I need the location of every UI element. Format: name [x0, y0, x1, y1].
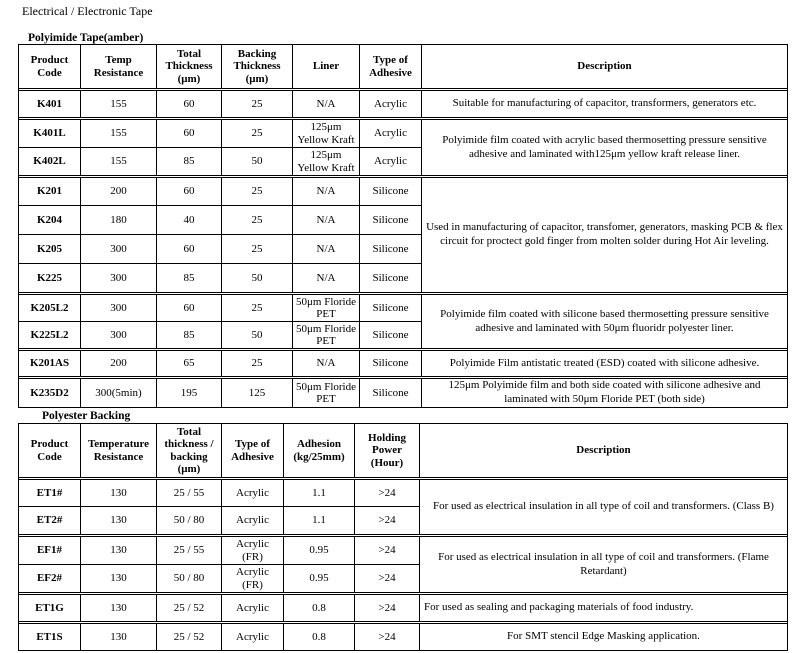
adhesive-type: Silicone	[360, 178, 422, 206]
total-thickness: 40	[157, 206, 222, 235]
liner: 50μm Floride PET	[293, 322, 360, 349]
header-total-thickness: Total thickness / backing (μm)	[157, 424, 222, 478]
table-row	[19, 351, 788, 377]
header-temp-resistance: Temp Resistance	[81, 45, 157, 89]
adhesive-type: Silicone	[360, 206, 422, 235]
page-title: Electrical / Electronic Tape	[22, 4, 153, 18]
table-row	[19, 537, 788, 565]
temp-resistance: 300(5min)	[81, 379, 157, 408]
backing-thickness: 25	[222, 235, 293, 264]
polyester-table	[18, 423, 788, 651]
header-adhesive-type: Type of Adhesive	[222, 424, 284, 478]
header-adhesion: Adhesion (kg/25mm)	[284, 424, 355, 478]
liner: N/A	[293, 178, 360, 206]
temp-resistance: 180	[81, 206, 157, 235]
holding-power: >24	[355, 624, 420, 651]
temperature-resistance: 130	[81, 565, 157, 593]
temp-resistance: 300	[81, 264, 157, 293]
temperature-resistance: 130	[81, 507, 157, 535]
polyimide-header-row	[19, 45, 788, 89]
product-code: K402L	[19, 148, 81, 176]
temperature-resistance: 130	[81, 595, 157, 622]
polyester-header-row	[19, 424, 788, 478]
product-code: K235D2	[19, 379, 81, 408]
total-thickness: 60	[157, 120, 222, 148]
temperature-resistance: 130	[81, 537, 157, 565]
adhesion: 1.1	[284, 480, 355, 507]
table-row	[19, 91, 788, 118]
adhesion: 0.8	[284, 595, 355, 622]
product-code: K205L2	[19, 295, 81, 322]
temp-resistance: 155	[81, 120, 157, 148]
temp-resistance: 200	[81, 178, 157, 206]
backing-thickness: 25	[222, 295, 293, 322]
description: For SMT stencil Edge Masking application.	[420, 624, 788, 651]
product-code: K201	[19, 178, 81, 206]
adhesion: 0.8	[284, 624, 355, 651]
description: Suitable for manufacturing of capacitor, transformers, generators etc.	[422, 91, 788, 118]
adhesive-type: Acrylic	[222, 507, 284, 535]
backing-thickness: 25	[222, 178, 293, 206]
backing-thickness: 25	[222, 91, 293, 118]
product-code: K225	[19, 264, 81, 293]
adhesion: 0.95	[284, 565, 355, 593]
description: Polyimide film coated with silicone based thermosetting pressure sensitive adhesive and laminated with 50μm fluoridr polyester liner.	[422, 295, 788, 349]
product-code: ET2#	[19, 507, 81, 535]
header-temperature-resistance: Temperature Resistance	[81, 424, 157, 478]
liner: 50μm Floride PET	[293, 295, 360, 322]
adhesive-type: Acrylic	[360, 148, 422, 176]
header-product-code: Product Code	[19, 45, 81, 89]
holding-power: >24	[355, 480, 420, 507]
liner: N/A	[293, 351, 360, 377]
polyimide-section-title: Polyimide Tape(amber)	[28, 32, 144, 44]
total-thickness: 65	[157, 351, 222, 377]
holding-power: >24	[355, 595, 420, 622]
liner: N/A	[293, 264, 360, 293]
backing-thickness: 50	[222, 264, 293, 293]
table-row	[19, 624, 788, 651]
total-thickness: 60	[157, 91, 222, 118]
total-thickness: 85	[157, 322, 222, 349]
total-thickness: 25 / 55	[157, 480, 222, 507]
holding-power: >24	[355, 507, 420, 535]
adhesive-type: Acrylic (FR)	[222, 537, 284, 565]
header-product-code: Product Code	[19, 424, 81, 478]
description: For used as electrical insulation in all type of coil and transformers. (Class B)	[420, 480, 788, 535]
total-thickness: 85	[157, 264, 222, 293]
total-thickness: 85	[157, 148, 222, 176]
liner: N/A	[293, 91, 360, 118]
total-thickness: 50 / 80	[157, 507, 222, 535]
total-thickness: 25 / 52	[157, 624, 222, 651]
liner: 50μm Floride PET	[293, 379, 360, 408]
polyimide-table	[18, 44, 788, 408]
product-code: K201AS	[19, 351, 81, 377]
temp-resistance: 300	[81, 235, 157, 264]
total-thickness: 60	[157, 295, 222, 322]
product-code: ET1G	[19, 595, 81, 622]
total-thickness: 25 / 52	[157, 595, 222, 622]
temp-resistance: 300	[81, 322, 157, 349]
backing-thickness: 25	[222, 351, 293, 377]
table-row	[19, 595, 788, 622]
description: 125μm Polyimide film and both side coated with silicone adhesive and laminated with 50μm Floride PET (both side)	[422, 379, 788, 408]
description: For used as electrical insulation in all type of coil and transformers. (Flame Retardant)	[420, 537, 788, 593]
adhesive-type: Silicone	[360, 235, 422, 264]
product-code: K204	[19, 206, 81, 235]
header-liner: Liner	[293, 45, 360, 89]
total-thickness: 50 / 80	[157, 565, 222, 593]
adhesion: 1.1	[284, 507, 355, 535]
product-code: EF1#	[19, 537, 81, 565]
product-code: ET1#	[19, 480, 81, 507]
product-code: K401L	[19, 120, 81, 148]
adhesive-type: Silicone	[360, 322, 422, 349]
product-code: EF2#	[19, 565, 81, 593]
temperature-resistance: 130	[81, 480, 157, 507]
backing-thickness: 50	[222, 148, 293, 176]
header-description: Description	[422, 45, 788, 89]
adhesive-type: Acrylic (FR)	[222, 565, 284, 593]
description: Polyimide film coated with acrylic based thermosetting pressure sensitive adhesive and laminated with125μm yellow kraft release liner.	[422, 120, 788, 176]
liner: 125μm Yellow Kraft	[293, 148, 360, 176]
product-code: ET1S	[19, 624, 81, 651]
temp-resistance: 155	[81, 148, 157, 176]
header-backing-thickness: Backing Thickness (μm)	[222, 45, 293, 89]
holding-power: >24	[355, 565, 420, 593]
backing-thickness: 25	[222, 206, 293, 235]
liner: N/A	[293, 235, 360, 264]
product-code: K225L2	[19, 322, 81, 349]
total-thickness: 195	[157, 379, 222, 408]
description: Used in manufacturing of capacitor, transfomer, generators, masking PCB & flex circuit for proctect gold finger from molten solder during Hot Air leveling.	[422, 178, 788, 293]
header-adhesive-type: Type of Adhesive	[360, 45, 422, 89]
liner: N/A	[293, 206, 360, 235]
table-row	[19, 178, 788, 206]
total-thickness: 25 / 55	[157, 537, 222, 565]
temp-resistance: 200	[81, 351, 157, 377]
adhesion: 0.95	[284, 537, 355, 565]
adhesive-type: Silicone	[360, 379, 422, 408]
temp-resistance: 300	[81, 295, 157, 322]
adhesive-type: Acrylic	[222, 480, 284, 507]
polyester-section-title: Polyester Backing	[42, 410, 131, 422]
table-row	[19, 480, 788, 507]
backing-thickness: 50	[222, 322, 293, 349]
adhesive-type: Silicone	[360, 351, 422, 377]
temp-resistance: 155	[81, 91, 157, 118]
total-thickness: 60	[157, 235, 222, 264]
table-row	[19, 379, 788, 408]
header-description: Description	[420, 424, 788, 478]
temperature-resistance: 130	[81, 624, 157, 651]
holding-power: >24	[355, 537, 420, 565]
liner: 125μm Yellow Kraft	[293, 120, 360, 148]
adhesive-type: Acrylic	[222, 624, 284, 651]
backing-thickness: 125	[222, 379, 293, 408]
adhesive-type: Acrylic	[360, 120, 422, 148]
adhesive-type: Silicone	[360, 264, 422, 293]
adhesive-type: Silicone	[360, 295, 422, 322]
description: Polyimide Film antistatic treated (ESD) coated with silicone adhesive.	[422, 351, 788, 377]
adhesive-type: Acrylic	[360, 91, 422, 118]
table-row	[19, 120, 788, 148]
product-code: K401	[19, 91, 81, 118]
adhesive-type: Acrylic	[222, 595, 284, 622]
total-thickness: 60	[157, 178, 222, 206]
header-holding-power: Holding Power (Hour)	[355, 424, 420, 478]
description: For used as sealing and packaging materials of food industry.	[420, 595, 788, 622]
backing-thickness: 25	[222, 120, 293, 148]
product-code: K205	[19, 235, 81, 264]
header-total-thickness: Total Thickness (μm)	[157, 45, 222, 89]
table-row	[19, 295, 788, 322]
